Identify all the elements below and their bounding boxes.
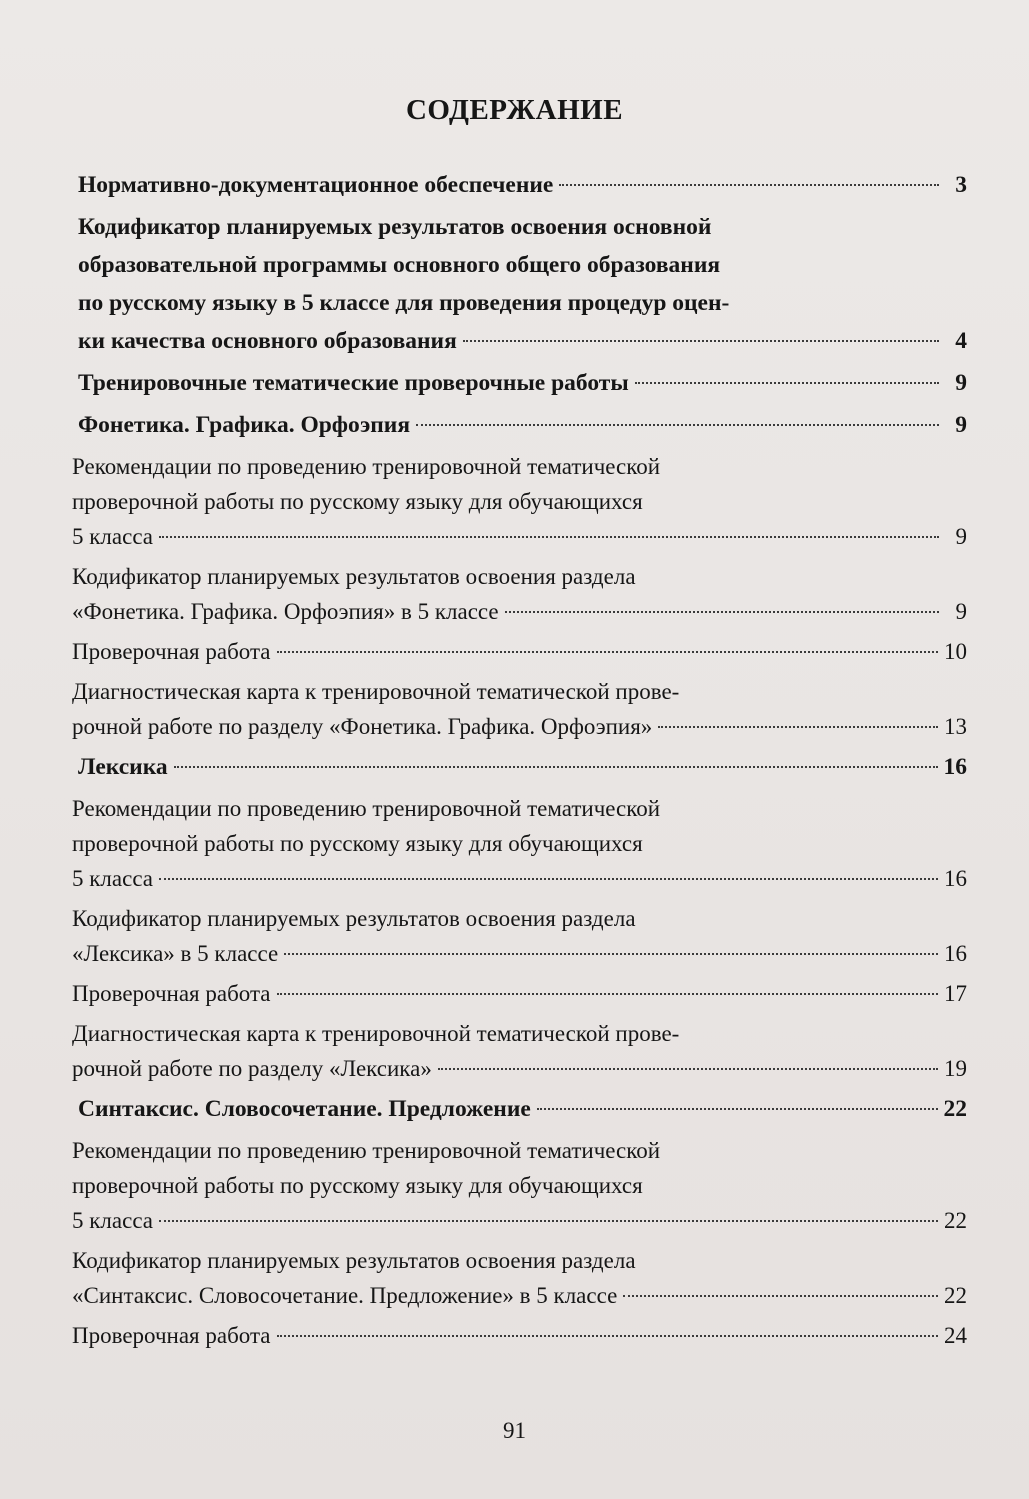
toc-entry-line: «Фонетика. Графика. Орфоэпия» в 5 классе	[72, 599, 499, 624]
page-number: 91	[503, 1418, 526, 1443]
toc-page-number: 13	[944, 714, 967, 739]
toc-entry-line: Проверочная работа	[72, 639, 271, 664]
toc-page-number: 19	[944, 1056, 967, 1081]
dot-leader	[537, 1108, 938, 1110]
toc-entry-line: Нормативно-документационное обеспечение	[78, 172, 554, 198]
page-title: СОДЕРЖАНИЕ	[405, 94, 624, 126]
toc-page-number: 22	[943, 1096, 967, 1122]
toc-entry-line: Лексика	[78, 754, 168, 780]
toc-entry	[62, 748, 967, 786]
toc-entry-line: проверочной работы по русскому языку для обучающихся	[72, 1173, 643, 1198]
toc-entry-line: ки качества основного образования	[78, 328, 457, 354]
dot-leader	[277, 651, 938, 653]
table-of-contents	[62, 162, 967, 1353]
toc-page-number: 16	[943, 754, 967, 780]
toc-entry-line: Диагностическая карта к тренировочной тематической прове-	[72, 1021, 680, 1046]
toc-page-number: 10	[944, 639, 967, 664]
toc-entry	[62, 364, 967, 402]
toc-entry	[62, 449, 967, 554]
toc-entry	[62, 208, 967, 360]
toc-page-number: 22	[944, 1208, 967, 1233]
toc-entry-line: Диагностическая карта к тренировочной тематической прове-	[72, 679, 680, 704]
toc-page-number: 9	[955, 599, 967, 624]
toc-entry	[62, 1243, 967, 1313]
toc-entry	[62, 559, 967, 629]
toc-entry	[62, 674, 967, 744]
toc-entry-line: Проверочная работа	[72, 981, 271, 1006]
toc-entry-line: Рекомендации по проведению тренировочной тематической	[72, 1138, 661, 1163]
toc-page-number: 9	[955, 524, 967, 549]
toc-entry-line: рочной работе по разделу «Фонетика. Графика. Орфоэпия»	[72, 714, 653, 739]
toc-entry-line: Проверочная работа	[72, 1323, 271, 1348]
toc-entry	[62, 1318, 967, 1353]
toc-page-number: 4	[955, 328, 967, 354]
toc-page-number: 3	[955, 172, 967, 198]
toc-entry-line: образовательной программы основного общего образования	[78, 252, 721, 278]
dot-leader	[284, 953, 938, 955]
toc-entry-line: проверочной работы по русскому языку для обучающихся	[72, 831, 643, 856]
toc-entry	[62, 791, 967, 896]
toc-entry-line: 5 класса	[72, 1208, 154, 1233]
toc-entry	[62, 634, 967, 669]
dot-leader	[159, 878, 938, 880]
toc-entry	[62, 1090, 967, 1128]
dot-leader	[277, 993, 938, 995]
toc-entry	[62, 1016, 967, 1086]
toc-entry-line: проверочной работы по русскому языку для обучающихся	[72, 489, 643, 514]
toc-entry-line: Рекомендации по проведению тренировочной тематической	[72, 454, 661, 479]
toc-page-number: 16	[944, 941, 967, 966]
toc-entry-line: Синтаксис. Словосочетание. Предложение	[78, 1096, 531, 1122]
dot-leader	[635, 382, 939, 384]
toc-entry-line: Кодификатор планируемых результатов освоения раздела	[72, 1248, 636, 1273]
toc-entry-line: Кодификатор планируемых результатов освоения основной	[78, 214, 712, 240]
toc-page-number: 24	[944, 1323, 967, 1348]
dot-leader	[416, 424, 939, 426]
dot-leader	[463, 340, 939, 342]
toc-entry-line: 5 класса	[72, 524, 154, 549]
dot-leader	[505, 611, 939, 613]
toc-page-number: 9	[955, 370, 967, 396]
toc-page-number: 9	[955, 412, 967, 438]
toc-page-number: 16	[944, 866, 967, 891]
toc-page-number: 22	[944, 1283, 967, 1308]
toc-entry-line: рочной работе по разделу «Лексика»	[72, 1056, 432, 1081]
dot-leader	[174, 766, 938, 768]
toc-entry-line: по русскому языку в 5 классе для проведения процедур оцен-	[78, 290, 730, 316]
toc-entry-line: Рекомендации по проведению тренировочной тематической	[72, 796, 661, 821]
toc-entry-line: 5 класса	[72, 866, 154, 891]
toc-entry-line: Тренировочные тематические проверочные работы	[78, 370, 629, 396]
toc-entry-line: «Синтаксис. Словосочетание. Предложение» в 5 классе	[72, 1283, 618, 1308]
toc-entry	[62, 166, 967, 204]
dot-leader	[658, 726, 938, 728]
dot-leader	[623, 1295, 938, 1297]
dot-leader	[159, 536, 939, 538]
toc-entry-line: Фонетика. Графика. Орфоэпия	[78, 412, 411, 438]
toc-page-number: 17	[944, 981, 967, 1006]
dot-leader	[277, 1335, 938, 1337]
dot-leader	[159, 1220, 938, 1222]
toc-entry-line: Кодификатор планируемых результатов освоения раздела	[72, 564, 636, 589]
toc-entry	[62, 901, 967, 971]
toc-entry-line: Кодификатор планируемых результатов освоения раздела	[72, 906, 636, 931]
toc-entry	[62, 406, 967, 444]
toc-entry-line: «Лексика» в 5 классе	[72, 941, 279, 966]
toc-entry	[62, 1133, 967, 1238]
dot-leader	[559, 184, 939, 186]
toc-entry	[62, 976, 967, 1011]
dot-leader	[438, 1068, 938, 1070]
